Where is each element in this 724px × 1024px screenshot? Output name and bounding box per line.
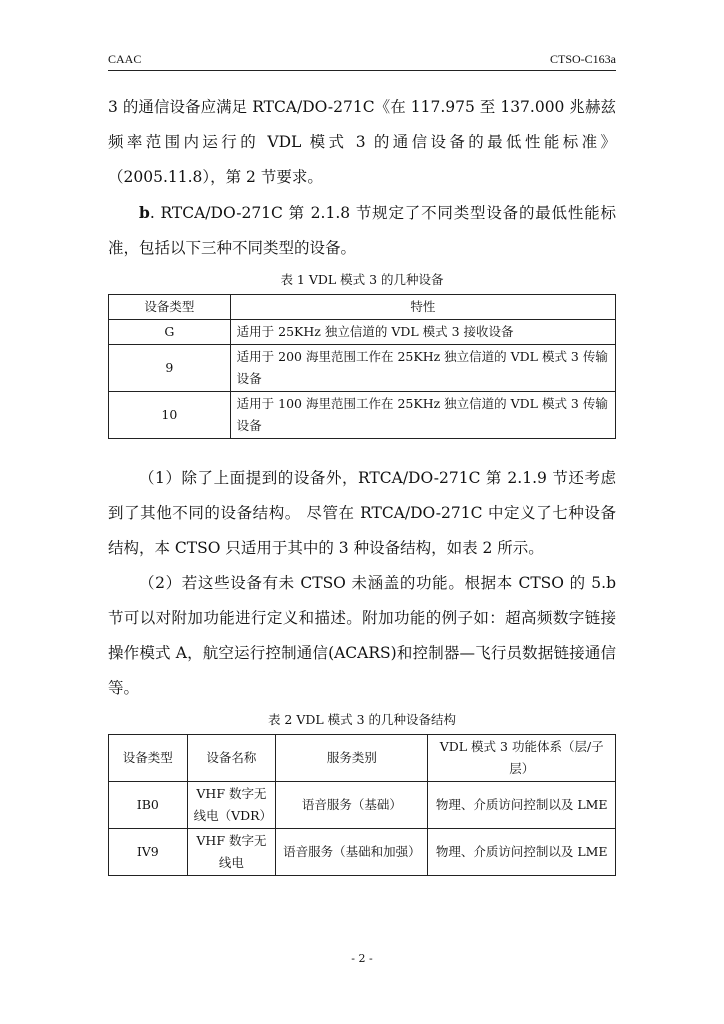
table-1-cell-type: 10 (109, 392, 231, 439)
table-1 (108, 294, 616, 439)
paragraph-4: （2）若这些设备有未 CTSO 未涵盖的功能。根据本 CTSO 的 5.b 节可以对附加功能进行定义和描述。附加功能的例子如：超高频数字链接操作模式 A，航空运行控制通信(ACARS)和控制器—飞行员数据链接通信等。 (108, 574, 616, 697)
table-2-cell-service: 语音服务（基础和加强） (276, 829, 428, 876)
table-row (109, 782, 616, 829)
table-2-cell-name: VHF 数字无线电（VDR） (187, 782, 276, 829)
paragraph-1: 3 的通信设备应满足 RTCA/DO-271C《在 117.975 至 137.000 兆赫兹频率范围内运行的 VDL 模式 3 的通信设备的最低性能标准》（2005.11.8），第 2 节要求。 (108, 98, 616, 186)
table-2-cell-service: 语音服务（基础） (276, 782, 428, 829)
table-2-cell-type: IB0 (109, 782, 188, 829)
table-1-header-desc: 特性 (230, 295, 615, 320)
table-2-header-layers: VDL 模式 3 功能体系（层/子层） (428, 735, 616, 782)
table-2-cell-layers: 物理、介质访问控制以及 LME (428, 782, 616, 829)
table-2-cell-name: VHF 数字无线电 (187, 829, 276, 876)
table-1-cell-desc: 适用于 25KHz 独立信道的 VDL 模式 3 接收设备 (230, 320, 615, 345)
page-header (108, 50, 616, 71)
table-row (109, 829, 616, 876)
table-1-cell-type: 9 (109, 345, 231, 392)
table-1-cell-type: G (109, 320, 231, 345)
table-2 (108, 734, 616, 876)
paragraph-2 (108, 195, 616, 266)
table-2-header-type: 设备类型 (109, 735, 188, 782)
table-row (109, 320, 616, 345)
table-2-cell-layers: 物理、介质访问控制以及 LME (428, 829, 616, 876)
table-1-cell-desc: 适用于 100 海里范围工作在 25KHz 独立信道的 VDL 模式 3 传输设备 (230, 392, 615, 439)
paragraph-3: （1）除了上面提到的设备外，RTCA/DO-271C 第 2.1.9 节还考虑到了其他不同的设备结构。 尽管在 RTCA/DO-271C 中定义了七种设备结构，本 CTSO 只适用于其中的 3 种设备结构，如表 2 所示。 (108, 469, 616, 557)
page-number: - 2 - (351, 952, 373, 965)
paragraph-2-text: . RTCA/DO-271C 第 2.1.8 节规定了不同类型设备的最低性能标准，包括以下三种不同类型的设备。 (108, 204, 616, 257)
table-2-header-name: 设备名称 (187, 735, 276, 782)
item-label-b: b (139, 203, 150, 222)
document-body (108, 90, 616, 876)
table-row (109, 392, 616, 439)
table-1-caption: 表 1 VDL 模式 3 的几种设备 (280, 272, 444, 287)
table-1-header-type: 设备类型 (109, 295, 231, 320)
table-2-header-service: 服务类别 (276, 735, 428, 782)
table-2-caption: 表 2 VDL 模式 3 的几种设备结构 (267, 712, 457, 727)
table-1-cell-desc: 适用于 200 海里范围工作在 25KHz 独立信道的 VDL 模式 3 传输设备 (230, 345, 615, 392)
header-doc-id: CTSO-C163a (550, 52, 616, 66)
table-2-cell-type: IV9 (109, 829, 188, 876)
table-row (109, 345, 616, 392)
header-org: CAAC (108, 52, 142, 66)
